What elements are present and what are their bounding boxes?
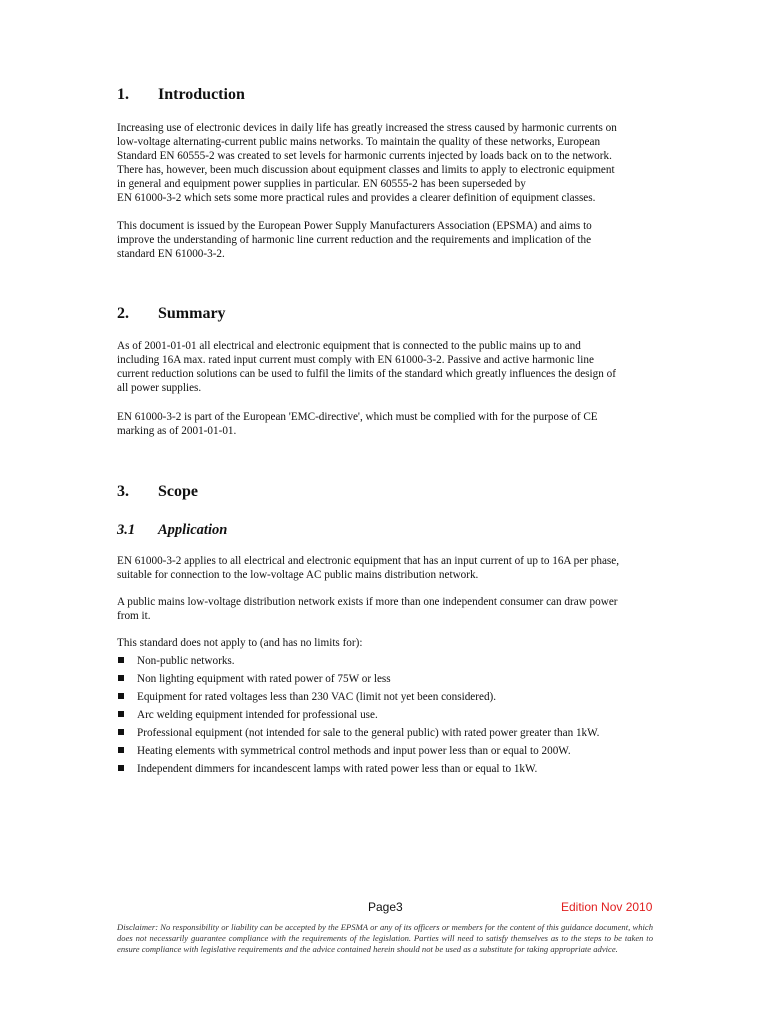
section-heading-summary xyxy=(117,305,226,323)
scope-paragraph-2: A public mains low-voltage distribution network exists if more than one independent consumer can draw power from it. xyxy=(117,596,618,622)
subsection-number: 3.1 xyxy=(117,522,136,538)
list-item-text: Equipment for rated voltages less than 230 VAC (limit not yet been considered). xyxy=(137,691,497,703)
list-item-text: Heating elements with symmetrical control methods and input power less than or equal to 200W. xyxy=(137,745,571,757)
disclaimer-text: Disclaimer: No responsibility or liability can be accepted by the EPSMA or any of its officers or members for the content of this guidance document, which does not necessarily guarantee compliance with the requirements of the legislation. Parties will need to satisfy themselves as to the steps to be taken to ensure compliance with legislative requirements and the advice contained herein should not be used as a substitute for taking appropriate advice. xyxy=(117,922,653,954)
square-bullet-icon xyxy=(118,747,124,753)
square-bullet-icon xyxy=(118,765,124,771)
list-item xyxy=(117,744,599,762)
list-item xyxy=(117,726,599,744)
square-bullet-icon xyxy=(118,711,124,717)
list-item-text: Professional equipment (not intended for sale to the general public) with rated power greater than 1kW. xyxy=(137,727,600,739)
section-number: 2. xyxy=(117,305,129,322)
list-item-text: Non-public networks. xyxy=(137,655,235,667)
edition-label: Edition Nov 2010 xyxy=(561,900,653,914)
list-item xyxy=(117,654,599,672)
scope-paragraph-3: This standard does not apply to (and has no limits for): xyxy=(117,637,363,649)
section-heading-scope xyxy=(117,483,198,501)
square-bullet-icon xyxy=(118,675,124,681)
square-bullet-icon xyxy=(118,729,124,735)
subsection-heading-application xyxy=(117,522,227,539)
square-bullet-icon xyxy=(118,657,124,663)
scope-paragraph-1: EN 61000-3-2 applies to all electrical and electronic equipment that has an input current of up to 16A per phase, suitable for connection to the low-voltage AC public mains distribution network. xyxy=(117,555,620,581)
section-heading-introduction xyxy=(117,86,245,104)
list-item xyxy=(117,690,599,708)
summary-paragraph-2: EN 61000-3-2 is part of the European 'EMC-directive', which must be complied with for the purpose of CE marking as of 2001-01-01. xyxy=(117,411,598,437)
section-title: Scope xyxy=(158,483,198,500)
section-title: Introduction xyxy=(158,86,245,103)
exclusions-list xyxy=(117,654,599,780)
intro-paragraph-1: Increasing use of electronic devices in daily life has greatly increased the stress caused by harmonic currents on low-voltage alternating-current public mains networks. To maintain the quality of these networks, European Standard EN 60555-2 was created to set levels for harmonic currents injected by loads back on to the network. There has, however, been much discussion about equipment classes and limits to apply to electronic equipment in general and equipment power supplies in particular. EN 60555-2 has been superseded by EN 61000-3-2 which sets some more practical rules and provides a clearer definition of equipment classes. xyxy=(117,122,617,204)
list-item xyxy=(117,672,599,690)
page-number: Page3 xyxy=(368,900,403,914)
summary-paragraph-1: As of 2001-01-01 all electrical and electronic equipment that is connected to the public mains up to and including 16A max. rated input current must comply with EN 61000-3-2. Passive and active harmonic line current reduction solutions can be used to fulfil the limits of the standard which greatly influences the design of all power supplies. xyxy=(117,340,616,394)
list-item-text: Arc welding equipment intended for professional use. xyxy=(137,709,378,721)
section-number: 3. xyxy=(117,483,129,500)
subsection-title: Application xyxy=(158,522,228,538)
list-item-text: Non lighting equipment with rated power of 75W or less xyxy=(137,673,391,685)
list-item-text: Independent dimmers for incandescent lamps with rated power less than or equal to 1kW. xyxy=(137,763,538,775)
list-item xyxy=(117,708,599,726)
intro-paragraph-2: This document is issued by the European Power Supply Manufacturers Association (EPSMA) and aims to improve the understanding of harmonic line current reduction and the requirements and implication of the standard EN 61000-3-2. xyxy=(117,220,592,260)
section-title: Summary xyxy=(158,305,226,322)
square-bullet-icon xyxy=(118,693,124,699)
section-number: 1. xyxy=(117,86,129,103)
list-item xyxy=(117,762,599,780)
